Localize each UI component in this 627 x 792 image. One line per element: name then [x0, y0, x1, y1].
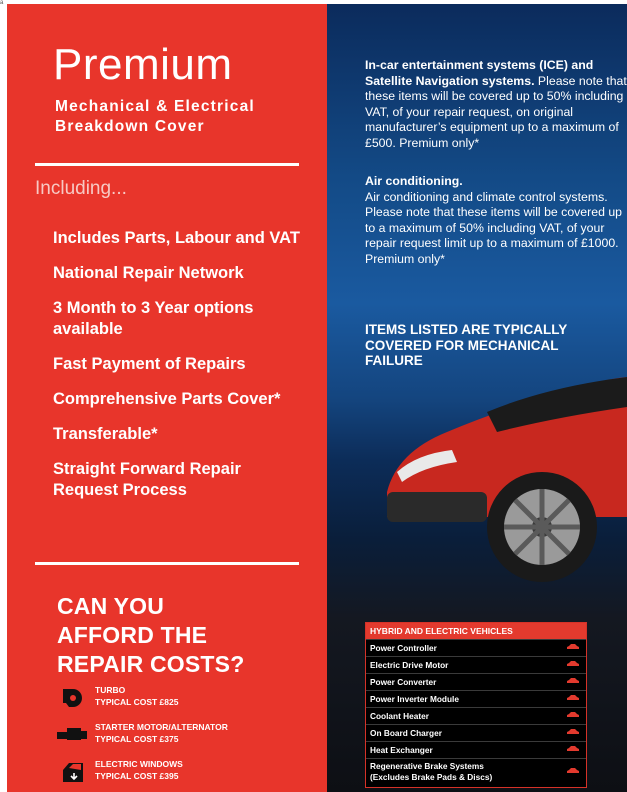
- table-row-label: Heat Exchanger: [370, 745, 433, 755]
- air-paragraph: [365, 174, 627, 267]
- car-icon: [566, 728, 580, 736]
- cost-value: TYPICAL COST £395: [95, 771, 179, 781]
- table-row-label: Electric Drive Motor: [370, 660, 449, 670]
- car-icon: [566, 677, 580, 685]
- feature-item: National Repair Network: [53, 264, 244, 282]
- subtitle: [55, 97, 255, 137]
- air-heading: Air conditioning.: [365, 174, 463, 188]
- electric-window-icon: [55, 760, 91, 784]
- divider-bottom: [35, 562, 299, 565]
- table-row: [366, 741, 586, 758]
- red-car-image: [367, 342, 627, 602]
- cost-value: TYPICAL COST £825: [95, 697, 179, 707]
- subtitle-line-2: Breakdown Cover: [55, 118, 205, 135]
- feature-item: Fast Payment of Repairs: [53, 355, 246, 373]
- car-icon: [566, 660, 580, 668]
- features-list: [53, 228, 303, 515]
- hybrid-electric-table: [365, 622, 587, 788]
- starter-motor-icon: [55, 723, 91, 747]
- feature-item: Includes Parts, Labour and VAT: [53, 229, 300, 247]
- cost-value: TYPICAL COST £375: [95, 734, 179, 744]
- afford-line-1: CAN YOU: [57, 593, 165, 619]
- turbo-icon: [55, 686, 91, 710]
- table-row: [366, 724, 586, 741]
- including-label: Including...: [35, 178, 127, 199]
- cost-name: TURBO: [95, 685, 126, 695]
- ice-paragraph: [365, 58, 627, 151]
- feature-item: 3 Month to 3 Year options available: [53, 299, 254, 338]
- car-icon: [566, 643, 580, 651]
- table-row: [366, 656, 586, 673]
- items-heading: ITEMS LISTED ARE TYPICALLY COVERED FOR MECHANICAL FAILURE: [365, 322, 568, 368]
- ice-heading: In-car entertainment systems (ICE) and Satellite Navigation systems.: [365, 58, 594, 88]
- corner-mark: a: [0, 0, 4, 6]
- page-title: Premium: [53, 40, 233, 89]
- afford-line-3: REPAIR COSTS?: [57, 651, 245, 677]
- table-row-sublabel: (Excludes Brake Pads & Discs): [370, 772, 493, 782]
- afford-line-2: AFFORD THE: [57, 622, 208, 648]
- table-row-label: Power Controller: [370, 643, 437, 653]
- table-header: HYBRID AND ELECTRIC VEHICLES: [366, 623, 586, 639]
- ice-body: Please note that these items will be covered up to 50% including VAT, of your repair request, on original manufacturer’s equipment up to a maximum of £500. Premium only*: [365, 73, 627, 150]
- table-row-label: Power Inverter Module: [370, 694, 459, 704]
- table-row: [366, 707, 586, 724]
- table-row-label: Power Converter: [370, 677, 437, 687]
- car-icon: [566, 767, 580, 775]
- cost-item-starter: [53, 721, 313, 751]
- cost-name: STARTER MOTOR/ALTERNATOR: [95, 722, 228, 732]
- air-body: Air conditioning and climate control systems. Please note that these items will be covered up to a maximum of 50% including VAT, of your repair request limit up to a maximum of £1000. Premium only*: [365, 189, 623, 266]
- feature-item: Straight Forward Repair Request Process: [53, 460, 241, 499]
- table-row-label: On Board Charger: [370, 728, 442, 738]
- right-panel: [327, 4, 627, 792]
- cost-item-windows: [53, 758, 313, 788]
- feature-item: Comprehensive Parts Cover*: [53, 390, 281, 408]
- cost-name: ELECTRIC WINDOWS: [95, 759, 183, 769]
- afford-heading: [57, 592, 244, 679]
- car-icon: [566, 745, 580, 753]
- car-icon: [566, 711, 580, 719]
- table-row-label: Coolant Heater: [370, 711, 430, 721]
- table-row: [366, 639, 586, 656]
- feature-item: Transferable*: [53, 425, 158, 443]
- left-panel: [7, 4, 327, 792]
- subtitle-line-1: Mechanical & Electrical: [55, 98, 255, 115]
- table-row: [366, 758, 586, 787]
- divider-top: [35, 163, 299, 166]
- cost-item-turbo: [53, 684, 313, 714]
- table-row-label: Regenerative Brake Systems: [370, 761, 484, 771]
- car-icon: [566, 694, 580, 702]
- table-row: [366, 673, 586, 690]
- table-row: [366, 690, 586, 707]
